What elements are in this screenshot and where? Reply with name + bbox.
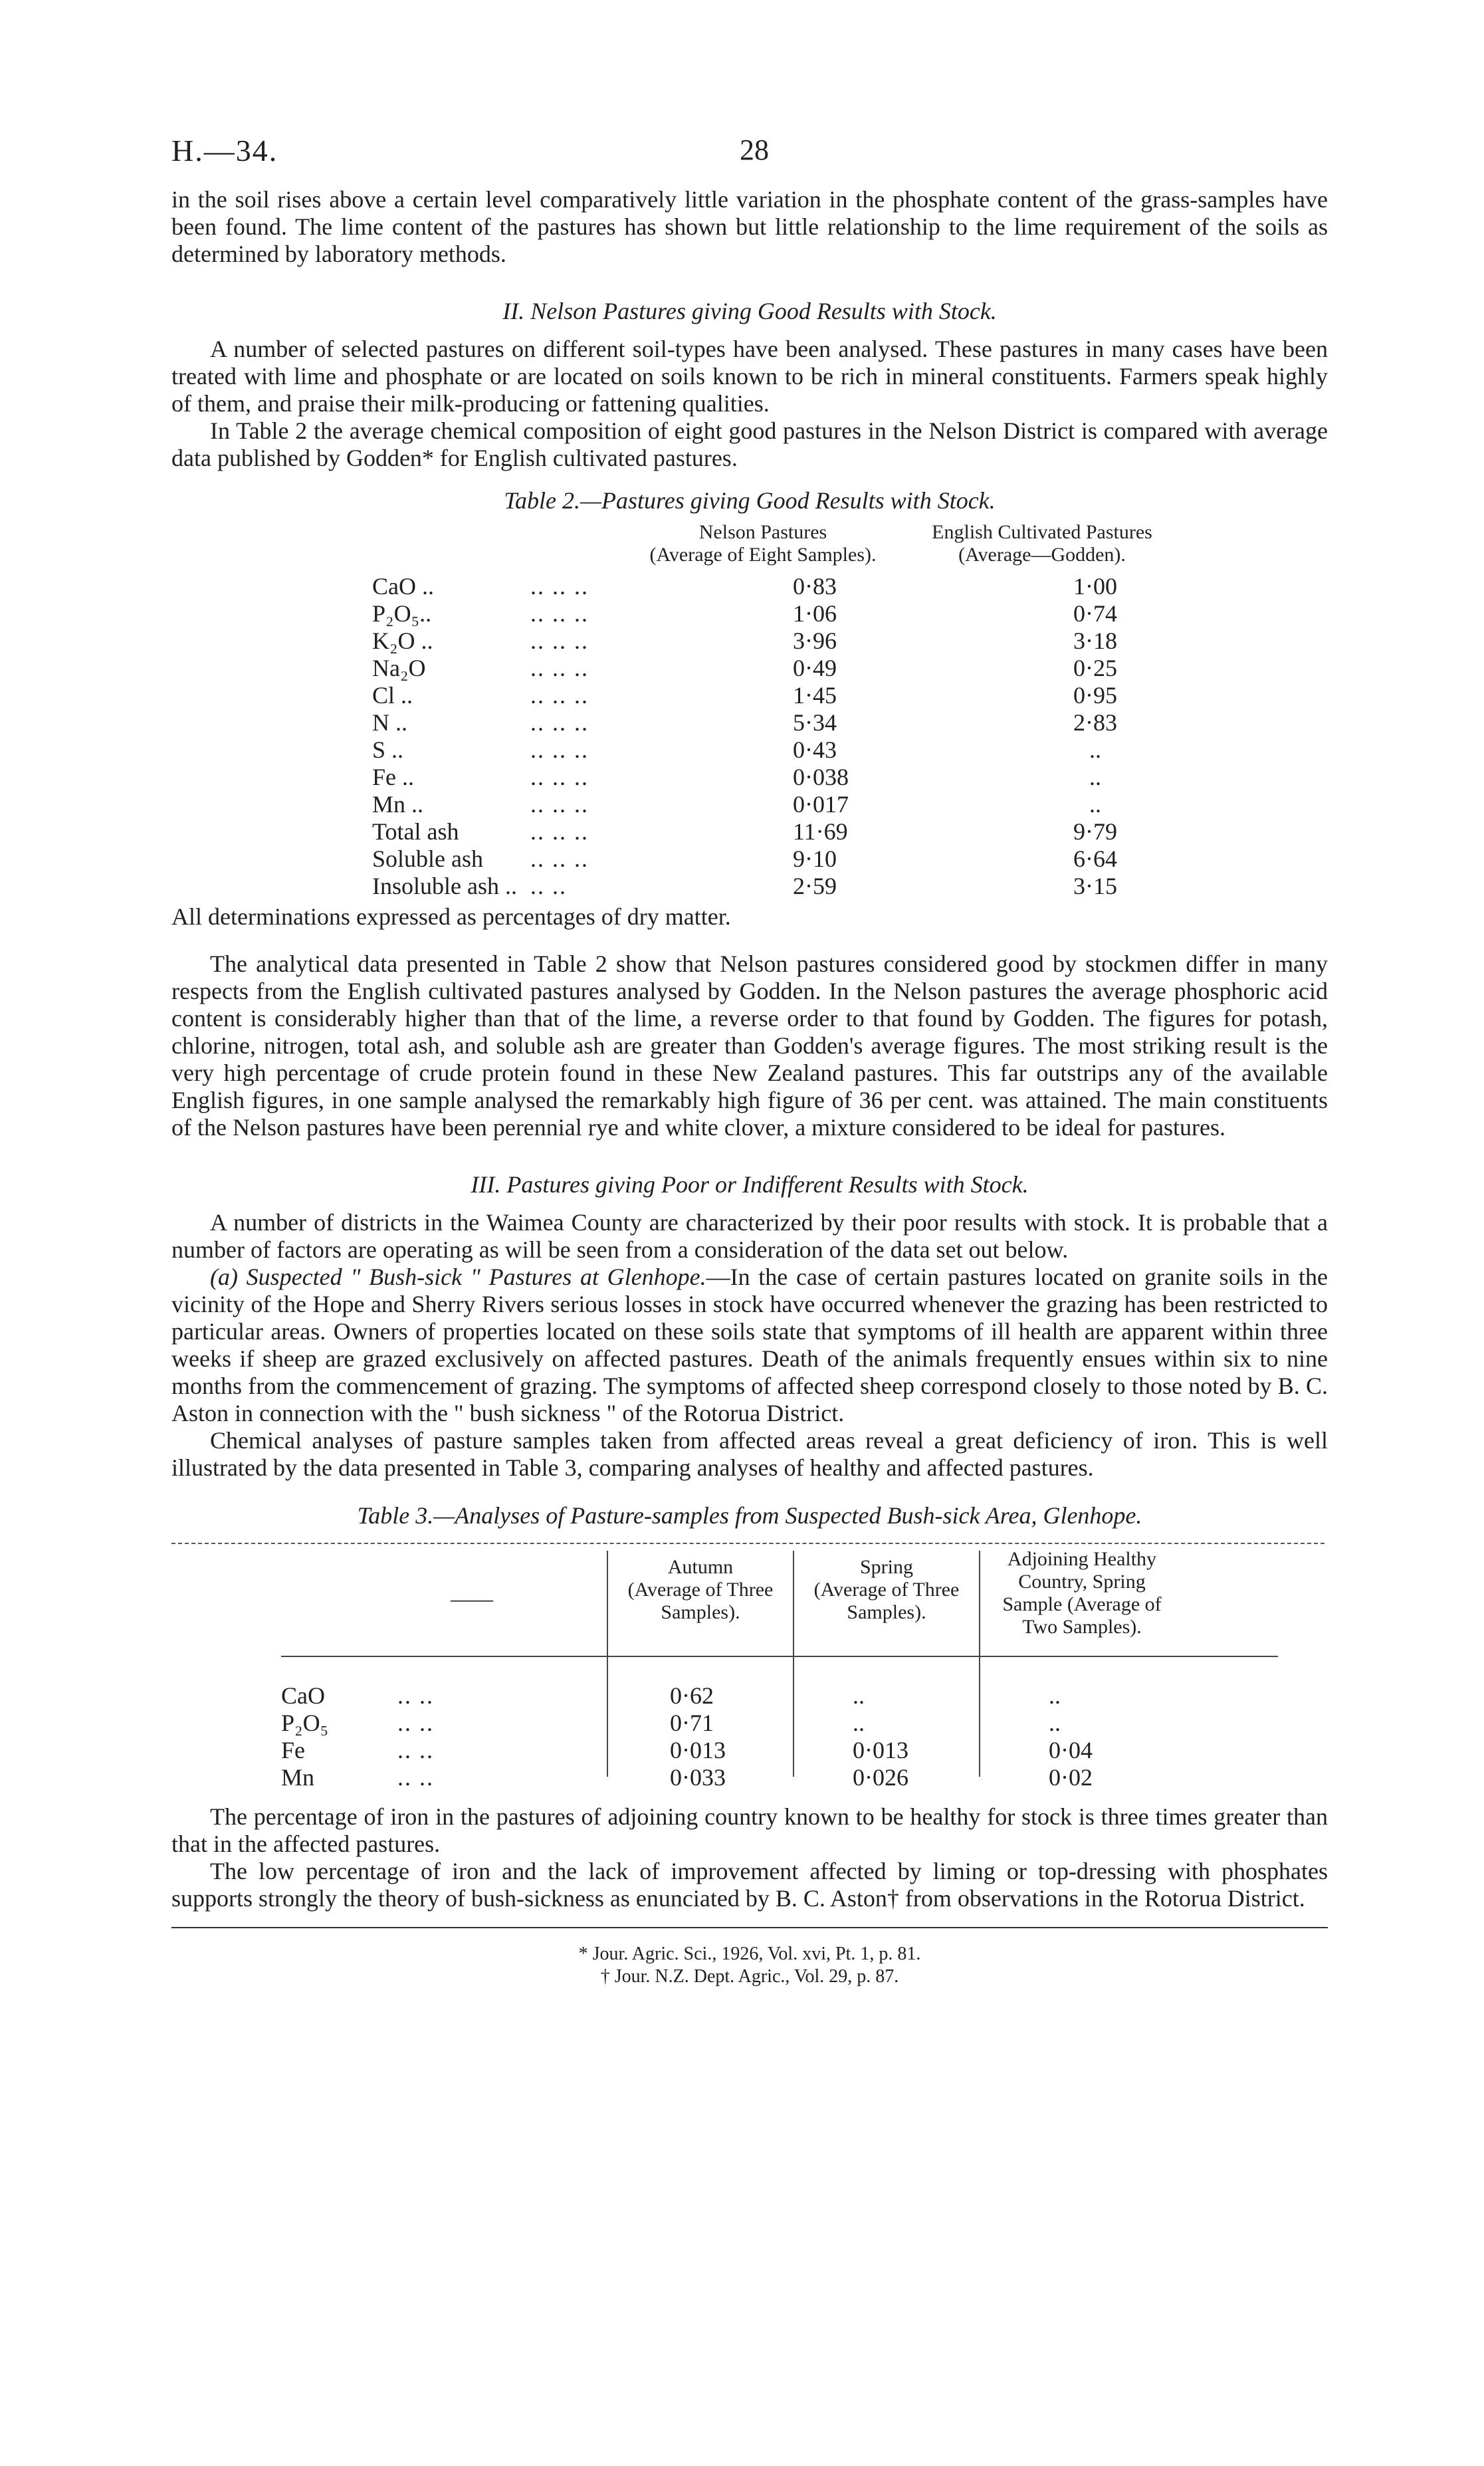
section-2-heading: II. Nelson Pastures giving Good Results with Stock. — [502, 298, 997, 324]
section-3-paragraph-2 — [171, 1264, 1328, 1427]
table-2-row-label: CaO .. — [372, 573, 434, 600]
page-header — [171, 133, 1328, 186]
table-3-col-spring-line: (Average of Three — [813, 1579, 960, 1601]
table-2-row-leader: .. .. — [530, 873, 567, 899]
table-3-spring-value: .. — [853, 1710, 865, 1736]
table-3-col-autumn-line: (Average of Three — [627, 1579, 774, 1601]
table-2-nelson-value: 0·017 — [793, 791, 849, 818]
table-3-row-leader: .. .. — [397, 1682, 434, 1709]
table-2-row-leader: .. .. .. — [530, 682, 589, 709]
footnotes — [171, 1943, 1328, 1988]
table-2-row-label: Mn .. — [372, 791, 424, 818]
table-3-adjoining-value: .. — [1049, 1710, 1061, 1736]
table-2-row — [171, 845, 1328, 873]
section-3-paragraph-3: Chemical analyses of pasture samples taken from affected areas reveal a great deficiency of iron. This is well illustrated by the data presented in Table 3, comparing analyses of healthy and affected pastures. — [171, 1427, 1328, 1481]
table-3-row-label: Mn — [281, 1764, 315, 1791]
table-2-nelson-value: 2·59 — [793, 873, 837, 899]
table-2-row — [171, 573, 1328, 600]
table-2-col-nelson-line2: (Average of Eight Samples). — [649, 544, 877, 566]
table-3-adjoining-value: 0·02 — [1049, 1764, 1093, 1791]
table-3 — [171, 1543, 1328, 1795]
table-2-col-english-line2: (Average—Godden). — [958, 544, 1126, 566]
table-2-english-value: .. — [1089, 791, 1101, 818]
table-2-nelson-value: 0·43 — [793, 736, 837, 763]
report-code: H.—34. — [171, 134, 278, 168]
table-2-english-value: 3·15 — [1073, 873, 1117, 899]
table-3-row-label: P₂O₅ — [281, 1710, 329, 1736]
table-2-row-leader: .. .. .. — [530, 655, 589, 681]
table-3-autumn-value: 0·033 — [670, 1764, 726, 1791]
table-3-row-leader: .. .. — [397, 1764, 434, 1791]
page-number: 28 — [740, 134, 769, 166]
subsection-a-title: (a) Suspected " Bush-sick " Pastures at Glenhope. — [210, 1264, 706, 1290]
table-2-english-value: 0·25 — [1073, 655, 1117, 681]
subsection-a-text: —In the case of certain pastures located on granite soils in the vicinity of the Hope and Sherry Rivers serious losses in stock have occurred whenever the grazing has been restricted to particular areas. Owners of properties located on these soils state that symptoms of ill health are apparent within three weeks if sheep are grazed exclusively on affected pastures. Death of the animals frequently ensues within six to nine months from the commencement of grazing. The symptoms of affected sheep correspond closely to those noted by B. C. Aston in connection with the " bush sickness " of the Rotorua District. — [171, 1264, 1328, 1426]
table-3-divider — [607, 1551, 608, 1777]
table-2-row — [171, 818, 1328, 845]
table-2-english-value: 0·95 — [1073, 682, 1117, 709]
table-2-col-nelson — [637, 521, 889, 566]
table-3-spring-value: 0·026 — [853, 1764, 908, 1791]
table-2-row — [171, 655, 1328, 682]
table-2-nelson-value: 5·34 — [793, 709, 837, 736]
table-3-row-label: CaO — [281, 1682, 325, 1709]
table-2 — [171, 487, 1328, 931]
table-3-spring-value: .. — [853, 1682, 865, 1709]
table-2-row-label: K₂O .. — [372, 627, 433, 654]
table-2-english-value: 9·79 — [1073, 818, 1117, 845]
table-3-header-rule — [281, 1656, 1278, 1657]
table-2-row-label: N .. — [372, 709, 407, 736]
table-3-autumn-value: 0·62 — [670, 1682, 714, 1709]
table-2-row-leader: .. .. .. — [530, 818, 589, 845]
section-3-paragraph-1: A number of districts in the Waimea County are characterized by their poor results with stock. It is probable that a number of factors are operating as will be seen from a consideration of the data set out below. — [171, 1209, 1328, 1263]
table-3-col-adjoining-line: Sample (Average of — [1002, 1593, 1162, 1615]
table-2-nelson-value: 1·45 — [793, 682, 837, 709]
table-2-body — [171, 573, 1328, 900]
table-3-autumn-value: 0·013 — [670, 1737, 726, 1763]
table-2-row-leader: .. .. .. — [530, 764, 589, 790]
table-2-row-leader: .. .. .. — [530, 709, 589, 736]
table-2-nelson-value: 1·06 — [793, 600, 837, 627]
table-2-english-value: .. — [1089, 736, 1101, 763]
table-3-col-autumn-line: Autumn — [667, 1556, 734, 1578]
table-3-col-spring-line: Samples). — [847, 1601, 926, 1623]
table-2-english-value: 3·18 — [1073, 627, 1117, 654]
table-3-row-label: Fe — [281, 1737, 305, 1763]
table-2-row — [171, 736, 1328, 764]
table-2-row — [171, 791, 1328, 818]
table-2-row-label: Fe .. — [372, 764, 414, 790]
table-3-top-rule — [171, 1543, 1325, 1544]
table-2-row — [171, 682, 1328, 709]
analysis-paragraph: The analytical data presented in Table 2 show that Nelson pastures considered good by stockmen differ in many respects from the English cultivated pastures analysed by Godden. In the Nelson pastures the average phosphoric acid content is considerably higher than that of the lime, a reverse order to that found by Godden. The figures for potash, chlorine, nitrogen, total ash, and soluble ash are greater than Godden's average figures. The most striking result is the very high percentage of crude protein found in these New Zealand pastures. This far outstrips any of the available English figures, in one sample analysed the remarkably high figure of 36 per cent. was attained. The main constituents of the Nelson pastures have been perennial rye and white clover, a mixture considered to be ideal for pastures. — [171, 951, 1328, 1141]
table-3-col-adjoining — [982, 1548, 1182, 1638]
table-2-english-value: .. — [1089, 764, 1101, 790]
table-2-row — [171, 627, 1328, 655]
table-2-english-value: 1·00 — [1073, 573, 1117, 600]
table-3-col-adjoining-line: Country, Spring — [1018, 1571, 1146, 1593]
table-2-row — [171, 600, 1328, 627]
section-2-paragraph-2: In Table 2 the average chemical composition of eight good pastures in the Nelson District is compared with average data published by Godden* for English cultivated pastures. — [171, 417, 1328, 471]
table-3-adjoining-value: 0·04 — [1049, 1737, 1093, 1763]
table-2-english-value: 6·64 — [1073, 845, 1117, 872]
table-2-row — [171, 873, 1328, 900]
table-2-col-english-line1: English Cultivated Pastures — [932, 521, 1152, 543]
table-3-row-leader: .. .. — [397, 1710, 434, 1736]
table-2-row-label: Soluble ash — [372, 845, 483, 872]
table-2-row-leader: .. .. .. — [530, 573, 589, 600]
table-3-stub: —— — [451, 1587, 493, 1611]
table-2-row-leader: .. .. .. — [530, 627, 589, 654]
table-3-col-spring-line: Spring — [859, 1556, 913, 1578]
theory-paragraph: The low percentage of iron and the lack of improvement affected by liming or top-dressing with phosphates supports strongly the theory of bush-sickness as enunciated by B. C. Aston† from observations in the Rotorua District. — [171, 1858, 1328, 1912]
table-3-col-autumn-line: Samples). — [661, 1601, 740, 1623]
table-2-row-leader: .. .. .. — [530, 600, 589, 627]
table-2-row-label: Total ash — [372, 818, 459, 845]
table-2-nelson-value: 3·96 — [793, 627, 837, 654]
table-3-col-adjoining-line: Adjoining Healthy — [1007, 1548, 1157, 1570]
table-3-adjoining-value: .. — [1049, 1682, 1061, 1709]
table-2-row-leader: .. .. .. — [530, 845, 589, 872]
table-2-nelson-value: 0·038 — [793, 764, 849, 790]
table-2-row-leader: .. .. .. — [530, 791, 589, 818]
table-2-nelson-value: 0·49 — [793, 655, 837, 681]
table-3-row-leader: .. .. — [397, 1737, 434, 1763]
table-2-nelson-value: 0·83 — [793, 573, 837, 600]
document-page — [171, 133, 1328, 1988]
table-3-divider — [979, 1551, 980, 1777]
table-2-caption: Table 2.—Pastures giving Good Results with Stock. — [504, 487, 996, 514]
table-2-col-english — [889, 521, 1195, 566]
table-3-divider — [793, 1551, 794, 1777]
footnote-2: † Jour. N.Z. Dept. Agric., Vol. 29, p. 87. — [600, 1966, 899, 1987]
table-2-nelson-value: 9·10 — [793, 845, 837, 872]
table-2-header — [171, 521, 1328, 573]
footnote-1: * Jour. Agric. Sci., 1926, Vol. xvi, Pt. 1, p. 81. — [578, 1944, 921, 1964]
table-2-row-label: Cl .. — [372, 682, 413, 709]
table-3-caption: Table 3.—Analyses of Pasture-samples from Suspected Bush-sick Area, Glenhope. — [357, 1502, 1142, 1529]
table-2-row — [171, 764, 1328, 791]
table-2-row-label: P₂O₅.. — [372, 600, 432, 627]
table-3-col-spring — [796, 1556, 977, 1624]
table-2-english-value: 0·74 — [1073, 600, 1117, 627]
table-2-note: All determinations expressed as percentages of dry matter. — [171, 903, 731, 930]
iron-paragraph: The percentage of iron in the pastures of adjoining country known to be healthy for stock is three times greater than that in the affected pastures. — [171, 1803, 1328, 1857]
table-2-row-label: Na₂O — [372, 655, 426, 681]
table-2-nelson-value: 11·69 — [793, 818, 848, 845]
table-2-row-label: Insoluble ash .. — [372, 873, 517, 899]
table-3-col-adjoining-line: Two Samples). — [1022, 1616, 1142, 1638]
table-2-english-value: 2·83 — [1073, 709, 1117, 736]
intro-paragraph: in the soil rises above a certain level comparatively little variation in the phosphate content of the grass-samples have been found. The lime content of the pastures has shown but little relationship to the lime requirement of the soils as determined by laboratory methods. — [171, 186, 1328, 267]
table-2-row-label: S .. — [372, 736, 404, 763]
table-3-spring-value: 0·013 — [853, 1737, 908, 1763]
table-2-row-leader: .. .. .. — [530, 736, 589, 763]
table-2-row — [171, 709, 1328, 736]
table-3-col-autumn — [610, 1556, 791, 1624]
footnote-rule — [171, 1927, 1328, 1928]
section-2-paragraph-1: A number of selected pastures on different soil-types have been analysed. These pastures in many cases have been treated with lime and phosphate or are located on soils known to be rich in mineral constituents. Farmers speak highly of them, and praise their milk-producing or fattening qualities. — [171, 336, 1328, 417]
table-2-col-nelson-line1: Nelson Pastures — [698, 521, 827, 543]
table-3-autumn-value: 0·71 — [670, 1710, 714, 1736]
section-3-heading: III. Pastures giving Poor or Indifferent Results with Stock. — [471, 1171, 1029, 1198]
